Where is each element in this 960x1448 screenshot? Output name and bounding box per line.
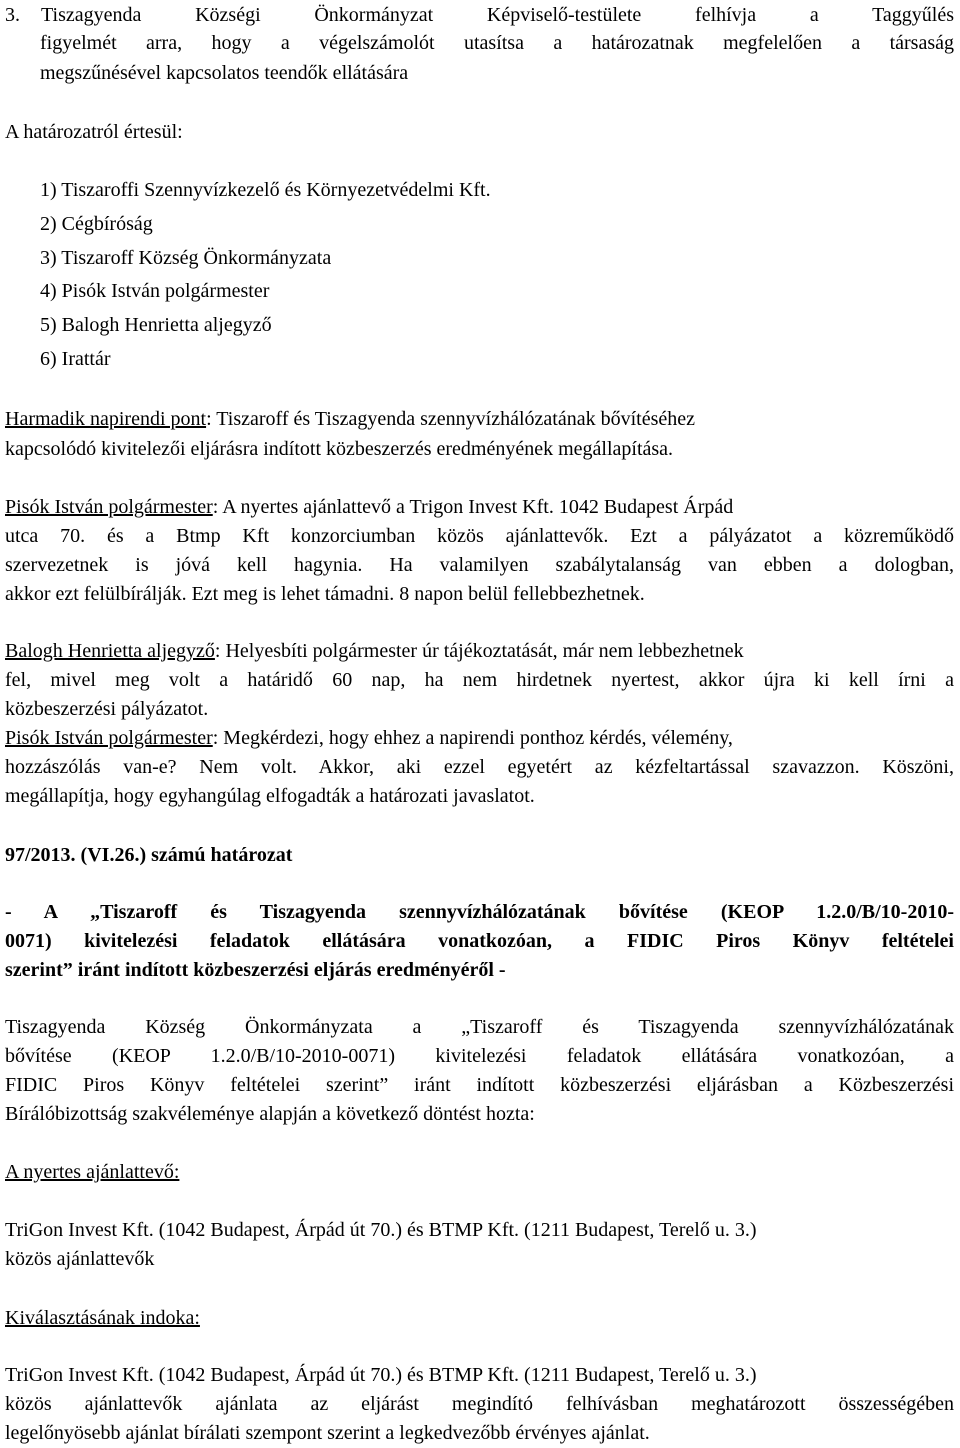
notary-speaker: Balogh Henrietta aljegyző (5, 640, 215, 662)
notify-item-5: 5) Balogh Henrietta aljegyző (40, 314, 272, 336)
item3-line1 (5, 0, 954, 30)
agenda-text-line1: : Tiszaroff és Tiszagyenda szennyvízhálózatának bővítéséhez (206, 408, 696, 430)
mayor2-line1 (5, 723, 954, 753)
mayor2-text-line2: hozzászólás van-e? Nem volt. Akkor, aki ezzel egyetért az kézfeltartással szavazzon. Köszöni, (5, 756, 954, 778)
agenda-line1 (5, 404, 954, 434)
notify-item-2: 2) Cégbíróság (40, 213, 153, 235)
winner-heading: A nyertes ajánlattevő: (5, 1161, 180, 1183)
reason-line3: legelőnyösebb ajánlat bírálati szempont szerint a legkedvezőbb érvényes ajánlat. (5, 1422, 650, 1444)
resolution-title-line1: - A „Tiszaroff és Tiszagyenda szennyvízhálózatának bővítése (KEOP 1.2.0/B/10-2010- (5, 901, 954, 923)
mayor1-text-line4: akkor ezt felülbírálják. Ezt meg is lehet támadni. 8 napon belül fellebbezhetnek. (5, 583, 645, 605)
notify-heading: A határozatról értesül: (5, 121, 183, 143)
notary-line1 (5, 636, 954, 666)
mayor1-line1 (5, 492, 954, 522)
resolution-body-line2: bővítése (KEOP 1.2.0/B/10-2010-0071) kivitelezési feladatok ellátására vonatkozóan, a (5, 1045, 954, 1067)
reason-line2: közös ajánlattevők ajánlata az eljárást megindító felhívásban meghatározott összességében (5, 1393, 954, 1415)
winner-line2: közös ajánlattevők (5, 1248, 155, 1270)
mayor1-text-line2: utca 70. és a Btmp Kft konzorciumban közös ajánlattevők. Ezt a pályázatot a közreműködő (5, 525, 954, 547)
mayor2-text-line1: : Megkérdezi, hogy ehhez a napirendi ponthoz kérdés, vélemény, (212, 727, 733, 749)
notary-text-line3: közbeszerzési pályázatot. (5, 698, 209, 720)
winner-line1: TriGon Invest Kft. (1042 Budapest, Árpád út 70.) és BTMP Kft. (1211 Budapest, Terelő u. 3.) (5, 1219, 757, 1241)
notify-item-3: 3) Tiszaroff Község Önkormányzata (40, 247, 332, 269)
agenda-text-line2: kapcsolódó kivitelezői eljárásra indított közbeszerzés eredményének megállapítása. (5, 438, 674, 460)
resolution-body-line1: Tiszagyenda Község Önkormányzata a „Tiszaroff és Tiszagyenda szennyvízhálózatának (5, 1016, 954, 1038)
resolution-body-line4: Bírálóbizottság szakvéleménye alapján a következő döntést hozta: (5, 1103, 535, 1125)
notify-item-1: 1) Tiszaroffi Szennyvízkezelő és Környezetvédelmi Kft. (40, 179, 491, 201)
mayor2-speaker: Pisók István polgármester (5, 727, 213, 749)
notify-item-4: 4) Pisók István polgármester (40, 280, 270, 302)
resolution-body-line3: FIDIC Piros Könyv feltételei szerint” iránt indított közbeszerzési eljárásban a Közbeszerzési (5, 1074, 954, 1096)
item3-text-line1: Tiszagyenda Községi Önkormányzat Képviselő-testülete felhívja a Taggyűlés (41, 4, 954, 26)
notify-item-6: 6) Irattár (40, 348, 111, 370)
resolution-title-line3: szerint” iránt indított közbeszerzési eljárás eredményéről - (5, 959, 506, 981)
mayor1-text-line3: szervezetnek is jóvá kell hagynia. Ha valamilyen szabálytalanság van ebben a dologban, (5, 554, 954, 576)
notary-text-line1: : Helyesbíti polgármester úr tájékoztatását, már nem lebbezhetnek (214, 640, 744, 662)
agenda-label: Harmadik napirendi pont (5, 408, 207, 430)
resolution-number: 97/2013. (VI.26.) számú határozat (5, 844, 293, 866)
resolution-title-line2: 0071) kivitelezési feladatok ellátására vonatkozóan, a FIDIC Piros Könyv feltételei (5, 930, 954, 952)
item3-number: 3. (5, 4, 20, 26)
mayor1-speaker: Pisók István polgármester (5, 496, 213, 518)
item3-text-line3: megszűnésével kapcsolatos teendők ellátására (40, 62, 409, 84)
notary-text-line2: fel, mivel meg volt a határidő 60 nap, ha nem hirdetnek nyertest, akkor újra ki kell írni a (5, 669, 954, 691)
mayor1-text-line1: : A nyertes ajánlattevő a Trigon Invest Kft. 1042 Budapest Árpád (212, 496, 734, 518)
reason-heading: Kiválasztásának indoka: (5, 1307, 200, 1329)
item3-text-line2: figyelmét arra, hogy a végelszámolót utasítsa a határozatnak megfelelően a társaság (40, 32, 954, 54)
reason-line1: TriGon Invest Kft. (1042 Budapest, Árpád út 70.) és BTMP Kft. (1211 Budapest, Terelő u. 3.) (5, 1364, 757, 1386)
mayor2-text-line3: megállapítja, hogy egyhangúlag elfogadták a határozati javaslatot. (5, 785, 535, 807)
